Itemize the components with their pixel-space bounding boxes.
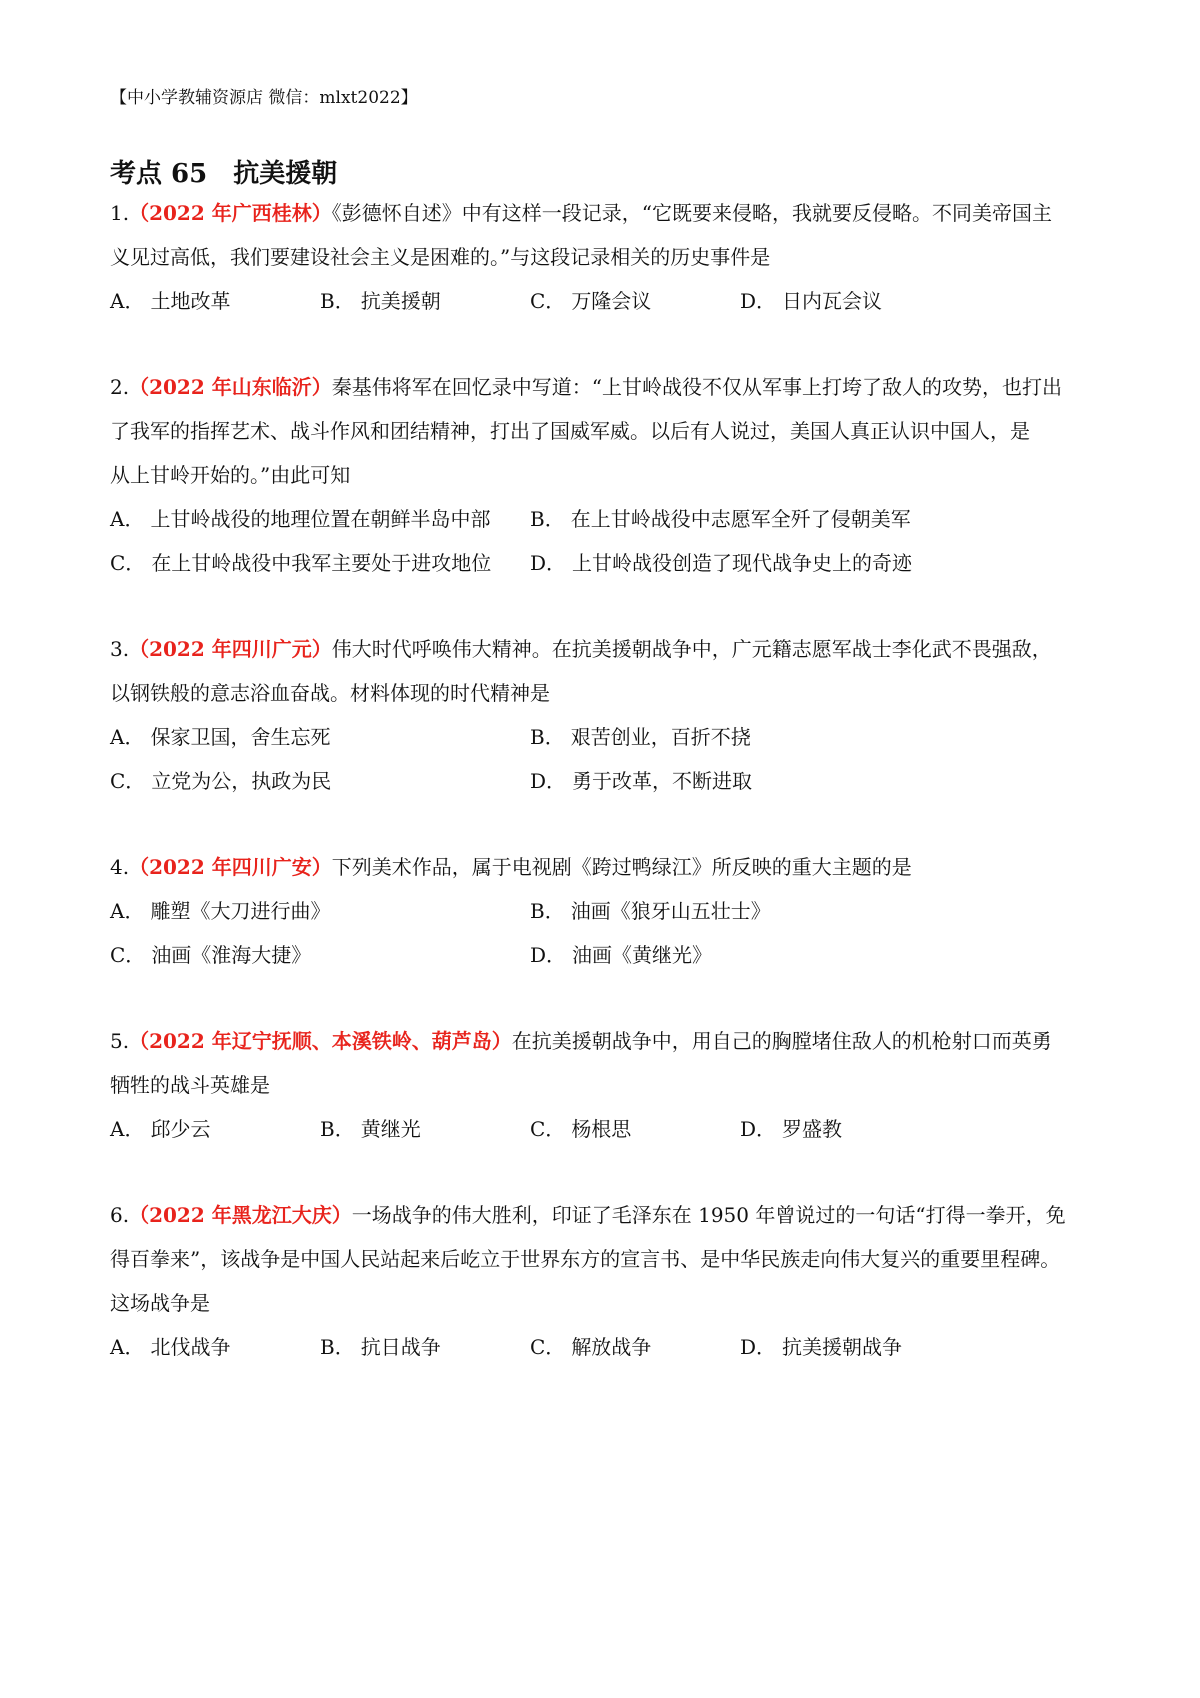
question-5-source: （2022 年辽宁抚顺、本溪铁岭、葫芦岛）	[129, 1029, 512, 1053]
question-6-source: （2022 年黑龙江大庆）	[129, 1203, 352, 1227]
question-6-option-a[interactable]	[110, 1333, 230, 1361]
question-6-line-3: 这场战争是	[110, 1291, 210, 1315]
question-3-number: 3.	[110, 637, 130, 661]
question-1-option-d[interactable]	[740, 287, 882, 315]
option-text: 日内瓦会议	[782, 289, 883, 313]
option-letter: D．	[740, 1117, 777, 1141]
question-5-line-1	[110, 1027, 1100, 1055]
question-5-option-c[interactable]	[530, 1115, 631, 1143]
option-letter: C．	[110, 769, 146, 793]
option-letter: C．	[110, 943, 146, 967]
question-4-option-b[interactable]	[530, 897, 771, 925]
option-text: 杨根思	[571, 1117, 632, 1141]
question-6-line-2: 得百拳来”，该战争是中国人民站起来后屹立于世界东方的宣言书、是中华民族走向伟大复兴的重要里程碑。	[110, 1247, 1061, 1271]
option-letter: A．	[110, 899, 145, 923]
question-2-option-c[interactable]	[110, 549, 491, 577]
question-1-option-c[interactable]	[530, 287, 651, 315]
option-text: 万隆会议	[571, 289, 652, 313]
question-3-source: （2022 年四川广元）	[129, 637, 332, 661]
question-2-option-b[interactable]	[530, 505, 911, 533]
option-text: 勇于改革，不断进取	[572, 769, 753, 793]
question-6-option-b[interactable]	[320, 1333, 441, 1361]
question-5-line-2: 牺牲的战斗英雄是	[110, 1073, 270, 1097]
question-6-number: 6.	[110, 1203, 130, 1227]
question-1-line-1	[110, 199, 1100, 227]
question-4-source: （2022 年四川广安）	[129, 855, 332, 879]
option-letter: D．	[740, 289, 777, 313]
option-text: 油画《狼牙山五壮士》	[570, 899, 771, 923]
option-letter: A．	[110, 1117, 145, 1141]
option-text: 保家卫国，舍生忘死	[150, 725, 331, 749]
option-letter: A．	[110, 507, 145, 531]
question-6-line-1	[110, 1201, 1100, 1229]
option-letter: B．	[530, 507, 565, 531]
question-2-number: 2.	[110, 375, 130, 399]
option-text: 立党为公，执政为民	[151, 769, 332, 793]
option-letter: B．	[320, 289, 355, 313]
option-letter: D．	[740, 1335, 777, 1359]
question-4-text: 下列美术作品，属于电视剧《跨过鸭绿江》所反映的重大主题的是	[331, 855, 912, 879]
option-letter: C．	[110, 551, 146, 575]
question-2-line-3: 从上甘岭开始的。”由此可知	[110, 463, 351, 487]
question-2-option-a[interactable]	[110, 505, 490, 533]
option-text: 在上甘岭战役中我军主要处于进攻地位	[151, 551, 492, 575]
question-3-option-c[interactable]	[110, 767, 331, 795]
option-letter: C．	[530, 1117, 566, 1141]
option-text: 北伐战争	[150, 1335, 231, 1359]
option-text: 上甘岭战役创造了现代战争史上的奇迹	[572, 551, 913, 575]
option-text: 抗美援朝战争	[782, 1335, 903, 1359]
question-1-option-b[interactable]	[320, 287, 441, 315]
option-text: 油画《黄继光》	[572, 943, 713, 967]
option-text: 艰苦创业，百折不挠	[570, 725, 751, 749]
question-1-source: （2022 年广西桂林）	[129, 201, 332, 225]
question-1-line-2: 义见过高低，我们要建设社会主义是困难的。”与这段记录相关的历史事件是	[110, 245, 771, 269]
option-text: 土地改革	[150, 289, 231, 313]
page-title	[110, 156, 337, 192]
option-text: 罗盛教	[782, 1117, 843, 1141]
option-text: 油画《淮海大捷》	[151, 943, 312, 967]
option-letter: A．	[110, 289, 145, 313]
option-letter: C．	[530, 289, 566, 313]
option-text: 在上甘岭战役中志愿军全歼了侵朝美军	[570, 507, 911, 531]
question-3-option-d[interactable]	[530, 767, 752, 795]
option-text: 抗日战争	[360, 1335, 441, 1359]
question-3-line-1	[110, 635, 1100, 663]
question-6-option-c[interactable]	[530, 1333, 651, 1361]
question-6-option-d[interactable]	[740, 1333, 902, 1361]
question-2-text: 秦基伟将军在回忆录中写道：“上甘岭战役不仅从军事上打垮了敌人的攻势，也打出	[331, 375, 1062, 399]
question-5-option-d[interactable]	[740, 1115, 842, 1143]
option-text: 黄继光	[360, 1117, 421, 1141]
option-letter: D．	[530, 551, 567, 575]
question-5-option-a[interactable]	[110, 1115, 210, 1143]
question-2-option-d[interactable]	[530, 549, 912, 577]
question-6-text: 一场战争的伟大胜利，印证了毛泽东在 1950 年曾说过的一句话“打得一拳开，免	[351, 1203, 1066, 1227]
question-2-source: （2022 年山东临沂）	[129, 375, 332, 399]
option-letter: B．	[530, 899, 565, 923]
option-letter: A．	[110, 1335, 145, 1359]
question-4-line-1	[110, 853, 1100, 881]
question-5-number: 5.	[110, 1029, 130, 1053]
question-4-option-d[interactable]	[530, 941, 712, 969]
option-letter: A．	[110, 725, 145, 749]
page-title-text: 抗美援朝	[233, 159, 338, 189]
option-text: 雕塑《大刀进行曲》	[150, 899, 331, 923]
page-header: 【中小学教辅资源店 微信：mlxt2022】	[110, 88, 418, 108]
option-letter: B．	[320, 1117, 355, 1141]
option-text: 抗美援朝	[360, 289, 441, 313]
option-letter: B．	[320, 1335, 355, 1359]
question-3-option-a[interactable]	[110, 723, 330, 751]
question-1-number: 1.	[110, 201, 130, 225]
option-letter: C．	[530, 1335, 566, 1359]
option-text: 解放战争	[571, 1335, 652, 1359]
option-letter: B．	[530, 725, 565, 749]
option-letter: D．	[530, 943, 567, 967]
page-title-prefix: 考点 65	[110, 159, 208, 189]
question-1-text: 《彭德怀自述》中有这样一段记录，“它既要来侵略，我就要反侵略。不同美帝国主	[331, 201, 1052, 225]
option-letter: D．	[530, 769, 567, 793]
question-5-text: 在抗美援朝战争中，用自己的胸膛堵住敌人的机枪射口而英勇	[511, 1029, 1052, 1053]
question-2-line-1	[110, 373, 1100, 401]
option-text: 上甘岭战役的地理位置在朝鲜半岛中部	[150, 507, 491, 531]
question-2-line-2: 了我军的指挥艺术、战斗作风和团结精神，打出了国威军威。以后有人说过，美国人真正认识中国人，是	[110, 419, 1030, 443]
question-4-option-a[interactable]	[110, 897, 330, 925]
question-4-option-c[interactable]	[110, 941, 311, 969]
option-text: 邱少云	[150, 1117, 211, 1141]
question-3-line-2: 以钢铁般的意志浴血奋战。材料体现的时代精神是	[110, 681, 550, 705]
question-4-number: 4.	[110, 855, 130, 879]
question-3-text: 伟大时代呼唤伟大精神。在抗美援朝战争中，广元籍志愿军战士李化武不畏强敌，	[331, 637, 1052, 661]
question-1-option-a[interactable]	[110, 287, 230, 315]
question-3-option-b[interactable]	[530, 723, 751, 751]
question-5-option-b[interactable]	[320, 1115, 421, 1143]
